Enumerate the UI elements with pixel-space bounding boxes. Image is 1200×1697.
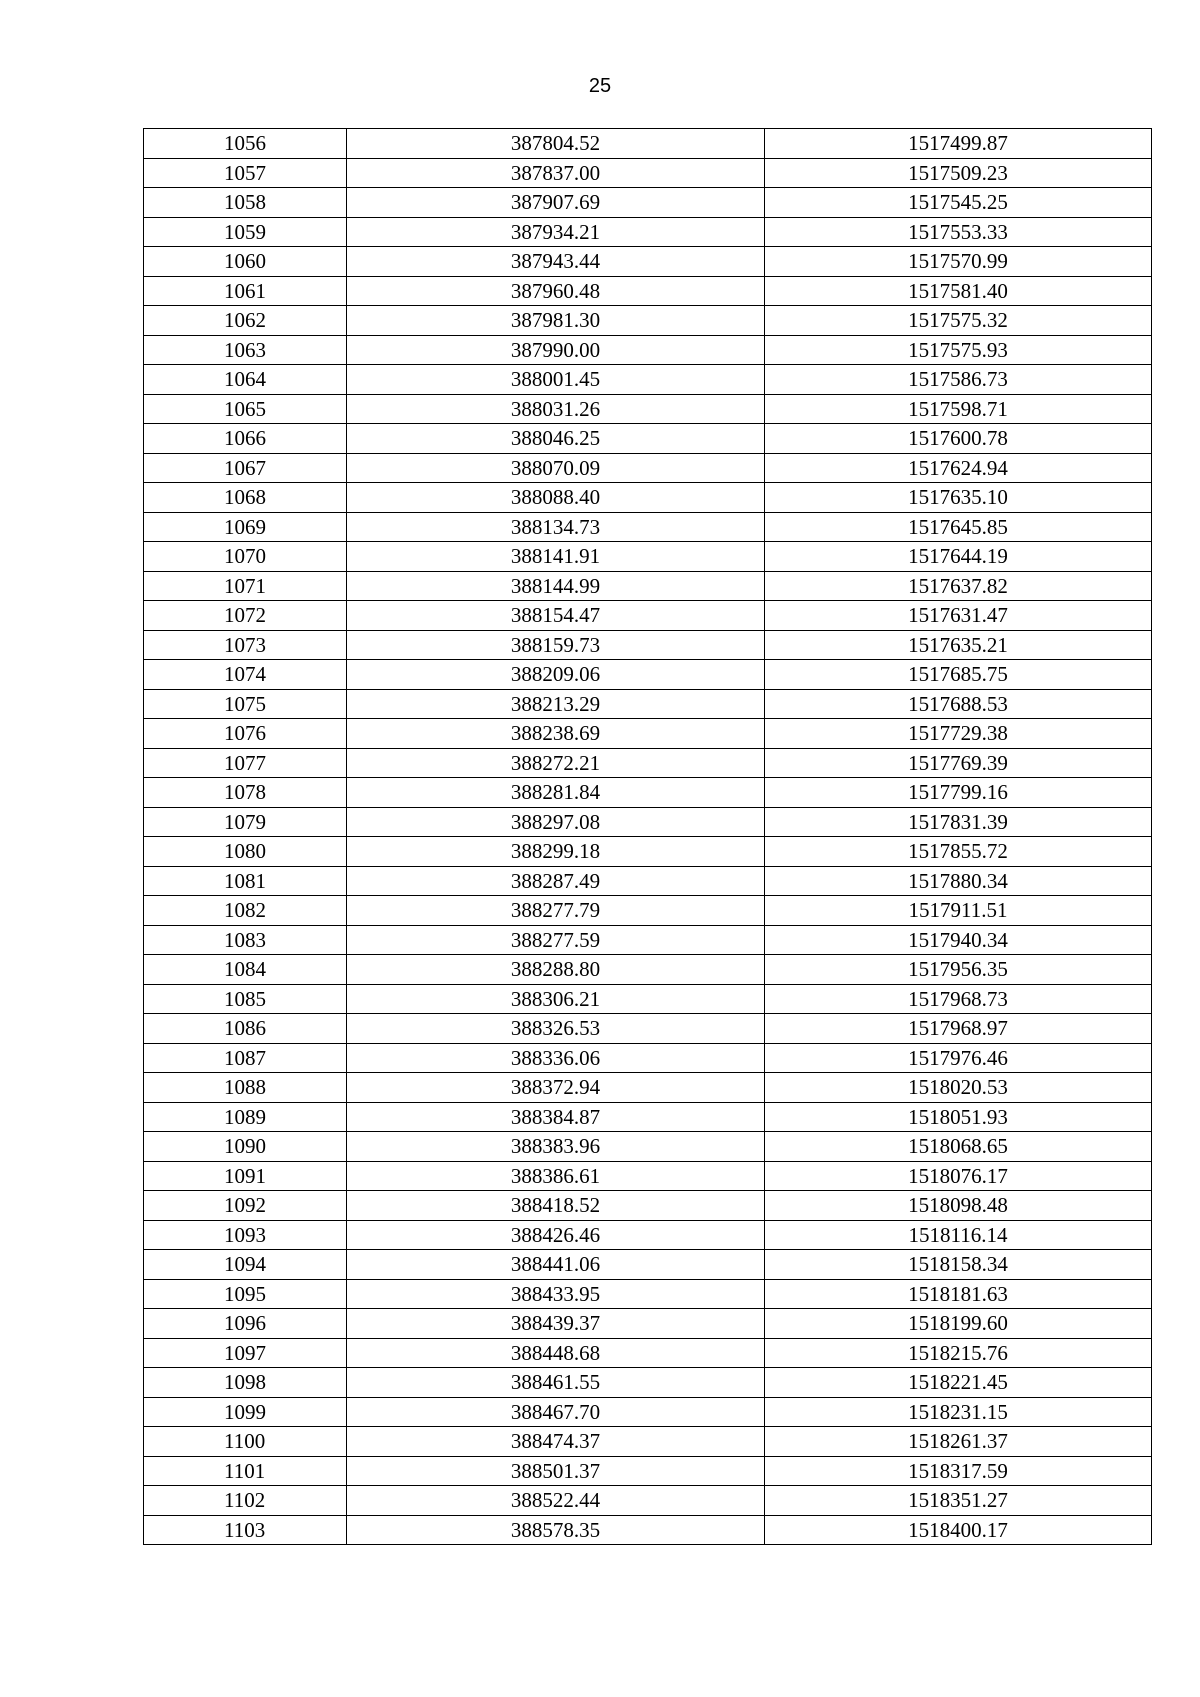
point-number-cell: 1096 [144, 1309, 347, 1339]
x-coordinate-cell: 388281.84 [347, 778, 765, 808]
x-coordinate-cell: 388046.25 [347, 424, 765, 454]
table-row [144, 512, 1152, 542]
point-number-cell: 1065 [144, 394, 347, 424]
table-row [144, 1043, 1152, 1073]
y-coordinate-cell: 1517635.10 [765, 483, 1152, 513]
point-number-cell: 1089 [144, 1102, 347, 1132]
y-coordinate-cell: 1517499.87 [765, 129, 1152, 159]
table-row [144, 1279, 1152, 1309]
page-number: 25 [588, 75, 612, 97]
point-number-cell: 1076 [144, 719, 347, 749]
y-coordinate-cell: 1517968.97 [765, 1014, 1152, 1044]
table-row [144, 571, 1152, 601]
point-number-cell: 1084 [144, 955, 347, 985]
table-row [144, 1486, 1152, 1516]
x-coordinate-cell: 388501.37 [347, 1456, 765, 1486]
x-coordinate-cell: 388326.53 [347, 1014, 765, 1044]
x-coordinate-cell: 388299.18 [347, 837, 765, 867]
y-coordinate-cell: 1517769.39 [765, 748, 1152, 778]
y-coordinate-cell: 1517799.16 [765, 778, 1152, 808]
point-number-cell: 1074 [144, 660, 347, 690]
table-row [144, 1014, 1152, 1044]
y-coordinate-cell: 1517575.32 [765, 306, 1152, 336]
table-row [144, 896, 1152, 926]
x-coordinate-cell: 388272.21 [347, 748, 765, 778]
coordinates-table [143, 128, 1152, 1545]
x-coordinate-cell: 388522.44 [347, 1486, 765, 1516]
table-row [144, 1397, 1152, 1427]
point-number-cell: 1069 [144, 512, 347, 542]
x-coordinate-cell: 388439.37 [347, 1309, 765, 1339]
point-number-cell: 1080 [144, 837, 347, 867]
y-coordinate-cell: 1518400.17 [765, 1515, 1152, 1545]
y-coordinate-cell: 1518261.37 [765, 1427, 1152, 1457]
x-coordinate-cell: 388384.87 [347, 1102, 765, 1132]
y-coordinate-cell: 1517880.34 [765, 866, 1152, 896]
y-coordinate-cell: 1518020.53 [765, 1073, 1152, 1103]
table-row [144, 1427, 1152, 1457]
y-coordinate-cell: 1517581.40 [765, 276, 1152, 306]
table-row [144, 1368, 1152, 1398]
x-coordinate-cell: 388141.91 [347, 542, 765, 572]
point-number-cell: 1073 [144, 630, 347, 660]
y-coordinate-cell: 1518231.15 [765, 1397, 1152, 1427]
x-coordinate-cell: 388297.08 [347, 807, 765, 837]
coordinates-table-body [144, 129, 1152, 1545]
x-coordinate-cell: 387934.21 [347, 217, 765, 247]
y-coordinate-cell: 1517956.35 [765, 955, 1152, 985]
point-number-cell: 1095 [144, 1279, 347, 1309]
point-number-cell: 1102 [144, 1486, 347, 1516]
y-coordinate-cell: 1517631.47 [765, 601, 1152, 631]
point-number-cell: 1093 [144, 1220, 347, 1250]
table-row [144, 188, 1152, 218]
table-row [144, 483, 1152, 513]
point-number-cell: 1099 [144, 1397, 347, 1427]
y-coordinate-cell: 1517509.23 [765, 158, 1152, 188]
y-coordinate-cell: 1518116.14 [765, 1220, 1152, 1250]
y-coordinate-cell: 1517968.73 [765, 984, 1152, 1014]
y-coordinate-cell: 1517598.71 [765, 394, 1152, 424]
table-row [144, 807, 1152, 837]
x-coordinate-cell: 388372.94 [347, 1073, 765, 1103]
point-number-cell: 1098 [144, 1368, 347, 1398]
x-coordinate-cell: 388474.37 [347, 1427, 765, 1457]
y-coordinate-cell: 1518199.60 [765, 1309, 1152, 1339]
table-row [144, 719, 1152, 749]
table-row [144, 542, 1152, 572]
y-coordinate-cell: 1517644.19 [765, 542, 1152, 572]
point-number-cell: 1081 [144, 866, 347, 896]
table-row [144, 1073, 1152, 1103]
x-coordinate-cell: 388209.06 [347, 660, 765, 690]
x-coordinate-cell: 388461.55 [347, 1368, 765, 1398]
y-coordinate-cell: 1518158.34 [765, 1250, 1152, 1280]
point-number-cell: 1088 [144, 1073, 347, 1103]
y-coordinate-cell: 1517553.33 [765, 217, 1152, 247]
point-number-cell: 1101 [144, 1456, 347, 1486]
y-coordinate-cell: 1517940.34 [765, 925, 1152, 955]
point-number-cell: 1061 [144, 276, 347, 306]
x-coordinate-cell: 388001.45 [347, 365, 765, 395]
x-coordinate-cell: 388418.52 [347, 1191, 765, 1221]
point-number-cell: 1078 [144, 778, 347, 808]
y-coordinate-cell: 1517976.46 [765, 1043, 1152, 1073]
x-coordinate-cell: 388277.59 [347, 925, 765, 955]
y-coordinate-cell: 1518215.76 [765, 1338, 1152, 1368]
point-number-cell: 1087 [144, 1043, 347, 1073]
point-number-cell: 1100 [144, 1427, 347, 1457]
point-number-cell: 1070 [144, 542, 347, 572]
x-coordinate-cell: 387990.00 [347, 335, 765, 365]
y-coordinate-cell: 1518098.48 [765, 1191, 1152, 1221]
table-row [144, 217, 1152, 247]
table-row [144, 453, 1152, 483]
y-coordinate-cell: 1517685.75 [765, 660, 1152, 690]
x-coordinate-cell: 388386.61 [347, 1161, 765, 1191]
x-coordinate-cell: 388426.46 [347, 1220, 765, 1250]
y-coordinate-cell: 1517911.51 [765, 896, 1152, 926]
table-row [144, 1102, 1152, 1132]
point-number-cell: 1092 [144, 1191, 347, 1221]
point-number-cell: 1091 [144, 1161, 347, 1191]
y-coordinate-cell: 1517570.99 [765, 247, 1152, 277]
x-coordinate-cell: 388467.70 [347, 1397, 765, 1427]
table-row [144, 984, 1152, 1014]
table-row [144, 660, 1152, 690]
y-coordinate-cell: 1517688.53 [765, 689, 1152, 719]
point-number-cell: 1103 [144, 1515, 347, 1545]
point-number-cell: 1068 [144, 483, 347, 513]
y-coordinate-cell: 1517831.39 [765, 807, 1152, 837]
table-row [144, 1456, 1152, 1486]
x-coordinate-cell: 388154.47 [347, 601, 765, 631]
table-row [144, 365, 1152, 395]
x-coordinate-cell: 388306.21 [347, 984, 765, 1014]
x-coordinate-cell: 388433.95 [347, 1279, 765, 1309]
point-number-cell: 1062 [144, 306, 347, 336]
x-coordinate-cell: 388238.69 [347, 719, 765, 749]
table-row [144, 689, 1152, 719]
x-coordinate-cell: 388031.26 [347, 394, 765, 424]
y-coordinate-cell: 1517637.82 [765, 571, 1152, 601]
x-coordinate-cell: 388070.09 [347, 453, 765, 483]
point-number-cell: 1086 [144, 1014, 347, 1044]
table-row [144, 1309, 1152, 1339]
x-coordinate-cell: 388578.35 [347, 1515, 765, 1545]
point-number-cell: 1067 [144, 453, 347, 483]
x-coordinate-cell: 387960.48 [347, 276, 765, 306]
y-coordinate-cell: 1518068.65 [765, 1132, 1152, 1162]
point-number-cell: 1063 [144, 335, 347, 365]
table-row [144, 630, 1152, 660]
point-number-cell: 1060 [144, 247, 347, 277]
x-coordinate-cell: 387804.52 [347, 129, 765, 159]
point-number-cell: 1090 [144, 1132, 347, 1162]
point-number-cell: 1085 [144, 984, 347, 1014]
point-number-cell: 1097 [144, 1338, 347, 1368]
y-coordinate-cell: 1517575.93 [765, 335, 1152, 365]
x-coordinate-cell: 388088.40 [347, 483, 765, 513]
table-row [144, 394, 1152, 424]
table-row [144, 955, 1152, 985]
table-row [144, 748, 1152, 778]
y-coordinate-cell: 1517624.94 [765, 453, 1152, 483]
y-coordinate-cell: 1518181.63 [765, 1279, 1152, 1309]
x-coordinate-cell: 388287.49 [347, 866, 765, 896]
point-number-cell: 1058 [144, 188, 347, 218]
x-coordinate-cell: 387981.30 [347, 306, 765, 336]
y-coordinate-cell: 1518317.59 [765, 1456, 1152, 1486]
x-coordinate-cell: 387907.69 [347, 188, 765, 218]
point-number-cell: 1094 [144, 1250, 347, 1280]
x-coordinate-cell: 388336.06 [347, 1043, 765, 1073]
x-coordinate-cell: 388134.73 [347, 512, 765, 542]
point-number-cell: 1071 [144, 571, 347, 601]
table-row [144, 1515, 1152, 1545]
y-coordinate-cell: 1517635.21 [765, 630, 1152, 660]
table-row [144, 1338, 1152, 1368]
x-coordinate-cell: 387837.00 [347, 158, 765, 188]
point-number-cell: 1066 [144, 424, 347, 454]
table-row [144, 247, 1152, 277]
point-number-cell: 1059 [144, 217, 347, 247]
y-coordinate-cell: 1518076.17 [765, 1161, 1152, 1191]
point-number-cell: 1083 [144, 925, 347, 955]
point-number-cell: 1056 [144, 129, 347, 159]
y-coordinate-cell: 1517545.25 [765, 188, 1152, 218]
table-row [144, 1220, 1152, 1250]
y-coordinate-cell: 1517855.72 [765, 837, 1152, 867]
table-row [144, 424, 1152, 454]
table-row [144, 778, 1152, 808]
table-row [144, 276, 1152, 306]
table-row [144, 1250, 1152, 1280]
y-coordinate-cell: 1517645.85 [765, 512, 1152, 542]
x-coordinate-cell: 388159.73 [347, 630, 765, 660]
x-coordinate-cell: 388277.79 [347, 896, 765, 926]
table-row [144, 1132, 1152, 1162]
y-coordinate-cell: 1518051.93 [765, 1102, 1152, 1132]
y-coordinate-cell: 1517586.73 [765, 365, 1152, 395]
table-row [144, 335, 1152, 365]
point-number-cell: 1082 [144, 896, 347, 926]
table-row [144, 837, 1152, 867]
x-coordinate-cell: 388288.80 [347, 955, 765, 985]
table-row [144, 129, 1152, 159]
x-coordinate-cell: 388383.96 [347, 1132, 765, 1162]
table-row [144, 866, 1152, 896]
y-coordinate-cell: 1517729.38 [765, 719, 1152, 749]
x-coordinate-cell: 387943.44 [347, 247, 765, 277]
table-row [144, 1161, 1152, 1191]
x-coordinate-cell: 388144.99 [347, 571, 765, 601]
y-coordinate-cell: 1517600.78 [765, 424, 1152, 454]
y-coordinate-cell: 1518351.27 [765, 1486, 1152, 1516]
x-coordinate-cell: 388448.68 [347, 1338, 765, 1368]
x-coordinate-cell: 388213.29 [347, 689, 765, 719]
table-row [144, 1191, 1152, 1221]
point-number-cell: 1064 [144, 365, 347, 395]
point-number-cell: 1079 [144, 807, 347, 837]
point-number-cell: 1072 [144, 601, 347, 631]
table-row [144, 601, 1152, 631]
point-number-cell: 1077 [144, 748, 347, 778]
point-number-cell: 1075 [144, 689, 347, 719]
x-coordinate-cell: 388441.06 [347, 1250, 765, 1280]
table-row [144, 158, 1152, 188]
table-row [144, 925, 1152, 955]
table-row [144, 306, 1152, 336]
point-number-cell: 1057 [144, 158, 347, 188]
y-coordinate-cell: 1518221.45 [765, 1368, 1152, 1398]
